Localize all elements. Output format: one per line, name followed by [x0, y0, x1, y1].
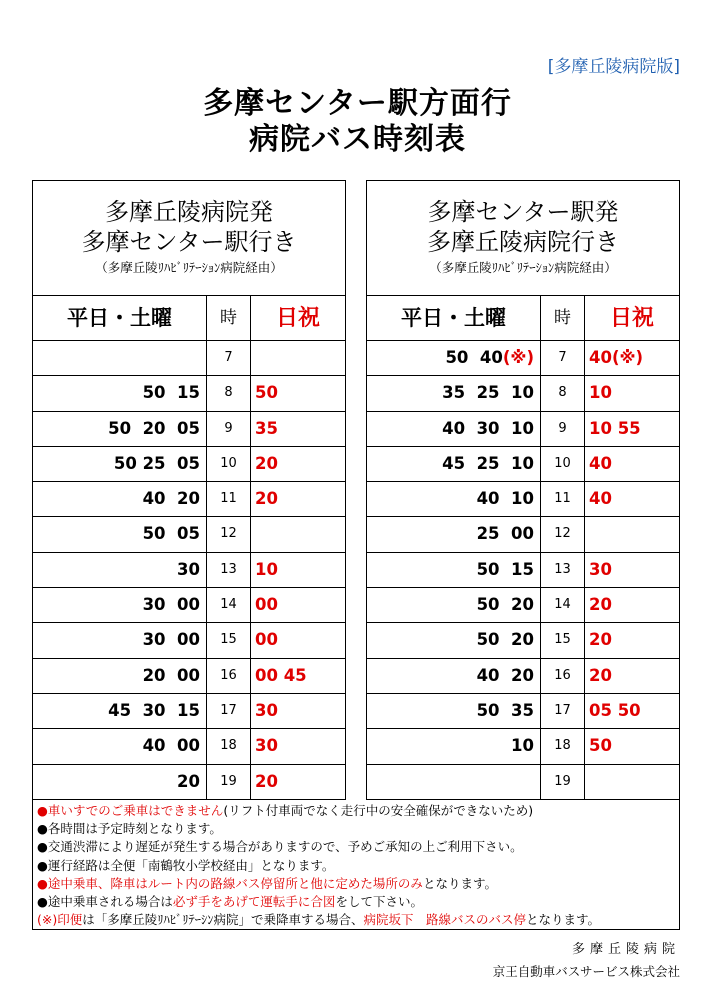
holiday-times: 40	[589, 489, 612, 509]
origin-label: 多摩センター駅発	[427, 198, 619, 226]
holiday-times: 20	[255, 771, 278, 791]
weekday-times-value: 50 15	[476, 559, 534, 579]
holiday-times	[251, 341, 345, 375]
weekday-times-value: 40 10	[476, 489, 534, 509]
note-text: をして下さい。	[335, 894, 423, 910]
timetable-row	[367, 659, 679, 694]
weekday-header: 平日・土曜	[367, 296, 541, 340]
holiday-times: 05 50	[589, 700, 641, 720]
weekday-times	[367, 376, 541, 410]
weekday-times	[367, 623, 541, 657]
title-line-2: 病院バス時刻表	[249, 122, 466, 157]
weekday-times: 40 00	[33, 729, 207, 763]
timetable-rows	[33, 341, 345, 800]
weekday-times: 20	[33, 765, 207, 800]
weekday-times-value: 25 00	[476, 524, 534, 544]
weekday-times: 30 00	[33, 623, 207, 657]
holiday-header: 日祝	[275, 306, 320, 331]
note-text: となります。	[422, 875, 497, 891]
holiday-times: 30	[589, 559, 612, 579]
hour-cell: 7	[207, 341, 251, 375]
note-scheduled-times: ●各時間は予定時刻となります。	[37, 821, 222, 837]
weekday-times-value: 50 40	[445, 348, 503, 367]
panel-heading	[33, 181, 345, 296]
hour-cell: 16	[541, 659, 585, 693]
note-text: ●途中乗車される場合は	[37, 894, 173, 910]
hour-cell: 19	[207, 765, 251, 800]
weekday-times	[367, 659, 541, 693]
via-label: （多摩丘陵ﾘﾊﾋﾞﾘﾃｰｼｮﾝ病院経由）	[429, 260, 617, 275]
hour-cell: 15	[541, 623, 585, 657]
timetable-row	[33, 517, 345, 552]
weekday-times: 50 05	[33, 517, 207, 551]
weekday-times	[367, 694, 541, 728]
hour-cell: 14	[541, 588, 585, 622]
hour-cell: 16	[207, 659, 251, 693]
holiday-times: 20	[589, 630, 612, 650]
weekday-times	[367, 729, 541, 763]
timetable-row	[33, 694, 345, 729]
weekday-times: 45 30 15	[33, 694, 207, 728]
timetable-row	[367, 517, 679, 552]
timetable-row	[367, 376, 679, 411]
weekday-times	[367, 482, 541, 516]
weekday-times: 20 00	[33, 659, 207, 693]
title-line-1: 多摩センター駅方面行	[203, 86, 512, 121]
hour-cell: 10	[207, 447, 251, 481]
hour-cell: 17	[541, 694, 585, 728]
timetable-row	[33, 447, 345, 482]
hour-cell: 17	[207, 694, 251, 728]
holiday-times: 40	[589, 453, 612, 473]
timetable-rows	[367, 341, 679, 800]
holiday-times: 35	[255, 418, 278, 438]
holiday-times: 10	[589, 383, 612, 403]
note-delays: ●交通渋滞により遅延が発生する場合がありますので、予めご承知の上ご利用下さい。	[37, 839, 523, 855]
timetable-row	[367, 553, 679, 588]
timetable-row	[367, 447, 679, 482]
hour-cell: 12	[541, 517, 585, 551]
holiday-times: 20	[255, 453, 278, 473]
note-text: (リフト付車両でなく走行中の安全確保ができないため)	[223, 803, 534, 818]
weekday-times-value: 40 20	[476, 665, 534, 685]
column-header	[367, 296, 679, 341]
holiday-times: 00 45	[255, 665, 307, 685]
hour-cell: 10	[541, 447, 585, 481]
holiday-times: 00	[255, 595, 278, 615]
timetable-row	[367, 765, 679, 800]
destination-label: 多摩センター駅行き	[81, 228, 297, 256]
note-signal-driver	[37, 893, 677, 911]
weekday-times-value: 35 25 10	[442, 383, 534, 403]
hour-header: 時	[541, 296, 585, 340]
weekday-header: 平日・土曜	[33, 296, 207, 340]
holiday-times: 40(※)	[589, 348, 644, 367]
holiday-times: 10 55	[589, 418, 641, 438]
note-emphasis: (※)印便	[37, 912, 83, 928]
note-text: は「多摩丘陵ﾘﾊﾋﾞﾘﾃｰｼﾝ病院」で乗降車する場合、	[82, 912, 364, 928]
weekday-times-value: 50 20	[476, 630, 534, 650]
note-marked-trips	[37, 911, 677, 929]
weekday-times: 30 00	[33, 588, 207, 622]
hour-cell: 9	[541, 412, 585, 446]
notes-box	[32, 800, 680, 930]
timetable-row	[33, 482, 345, 517]
hour-cell: 9	[207, 412, 251, 446]
holiday-times: 50	[255, 383, 278, 403]
holiday-times: 50	[589, 736, 612, 756]
timetable-row	[33, 412, 345, 447]
note-emphasis: 車いすでのご乗車はできません	[47, 803, 224, 818]
timetable-row	[33, 765, 345, 800]
column-header	[33, 296, 345, 341]
timetable-row	[367, 729, 679, 764]
holiday-times: 20	[589, 595, 612, 615]
timetable-row	[367, 412, 679, 447]
weekday-times	[367, 341, 541, 375]
note-emphasis: 必ず手をあげて運転手に合図	[172, 894, 336, 910]
panel-heading	[367, 181, 679, 296]
hour-cell: 18	[207, 729, 251, 763]
weekday-times	[367, 765, 541, 800]
holiday-times: 30	[255, 736, 278, 756]
timetable-row	[367, 588, 679, 623]
hour-header: 時	[207, 296, 251, 340]
weekday-note-mark: (※)	[502, 348, 534, 367]
weekday-times-value: 50 35	[476, 700, 534, 720]
timetable-row	[33, 623, 345, 658]
weekday-times-value: 40 30 10	[442, 418, 534, 438]
weekday-times: 30	[33, 553, 207, 587]
weekday-times: 50 25 05	[33, 447, 207, 481]
weekday-times-value: 50 20	[476, 595, 534, 615]
note-boarding	[37, 875, 677, 893]
weekday-times	[367, 517, 541, 551]
weekday-times	[367, 412, 541, 446]
holiday-times: 00	[255, 630, 278, 650]
weekday-times-value: 45 25 10	[442, 453, 534, 473]
operator-name: 京王自動車バスサービス株式会社	[492, 964, 680, 979]
edition-label: [多摩丘陵病院版]	[547, 57, 680, 77]
note-emphasis: 病院坂下 路線バスのバス停	[363, 912, 527, 928]
note-emphasis: 途中乗車、降車はルート内の路線バス停留所と他に定めた場所のみ	[47, 875, 423, 891]
hour-cell: 14	[207, 588, 251, 622]
hour-cell: 15	[207, 623, 251, 657]
weekday-times: 50 15	[33, 376, 207, 410]
timetable-row	[33, 376, 345, 411]
holiday-times	[585, 765, 679, 800]
hospital-name: 多摩丘陵病院	[571, 942, 680, 957]
holiday-times: 30	[255, 700, 278, 720]
weekday-times	[33, 341, 207, 375]
holiday-header: 日祝	[609, 306, 654, 331]
page-title	[0, 86, 715, 158]
weekday-times	[367, 553, 541, 587]
note-bullet: ●	[37, 875, 48, 891]
destination-label: 多摩丘陵病院行き	[427, 228, 619, 256]
via-label: （多摩丘陵ﾘﾊﾋﾞﾘﾃｰｼｮﾝ病院経由）	[95, 260, 283, 275]
timetable-row	[367, 482, 679, 517]
weekday-times-value: 10	[511, 736, 534, 756]
origin-label: 多摩丘陵病院発	[105, 198, 273, 226]
note-bullet: ●	[37, 803, 48, 818]
hour-cell: 7	[541, 341, 585, 375]
holiday-times: 10	[255, 559, 278, 579]
timetable-row	[33, 659, 345, 694]
holiday-times: 20	[589, 665, 612, 685]
timetable-hospital-to-station	[32, 180, 346, 800]
timetable-row	[33, 341, 345, 376]
timetable-row	[33, 553, 345, 588]
weekday-times: 50 20 05	[33, 412, 207, 446]
hour-cell: 8	[207, 376, 251, 410]
weekday-times	[367, 447, 541, 481]
timetable-row	[33, 729, 345, 764]
holiday-times: 20	[255, 489, 278, 509]
timetable-row	[367, 694, 679, 729]
hour-cell: 13	[207, 553, 251, 587]
note-wheelchair	[37, 802, 677, 820]
hour-cell: 18	[541, 729, 585, 763]
hour-cell: 11	[541, 482, 585, 516]
hour-cell: 8	[541, 376, 585, 410]
weekday-times: 40 20	[33, 482, 207, 516]
hour-cell: 13	[541, 553, 585, 587]
timetable-row	[367, 623, 679, 658]
holiday-times	[251, 517, 345, 551]
holiday-times	[585, 517, 679, 551]
timetable-row	[367, 341, 679, 376]
timetable-station-to-hospital	[366, 180, 680, 800]
note-route: ●運行経路は全便「南鶴牧小学校経由」となります。	[37, 857, 335, 873]
note-text: となります。	[526, 912, 601, 928]
timetable-row	[33, 588, 345, 623]
hour-cell: 19	[541, 765, 585, 800]
hour-cell: 12	[207, 517, 251, 551]
hour-cell: 11	[207, 482, 251, 516]
weekday-times	[367, 588, 541, 622]
